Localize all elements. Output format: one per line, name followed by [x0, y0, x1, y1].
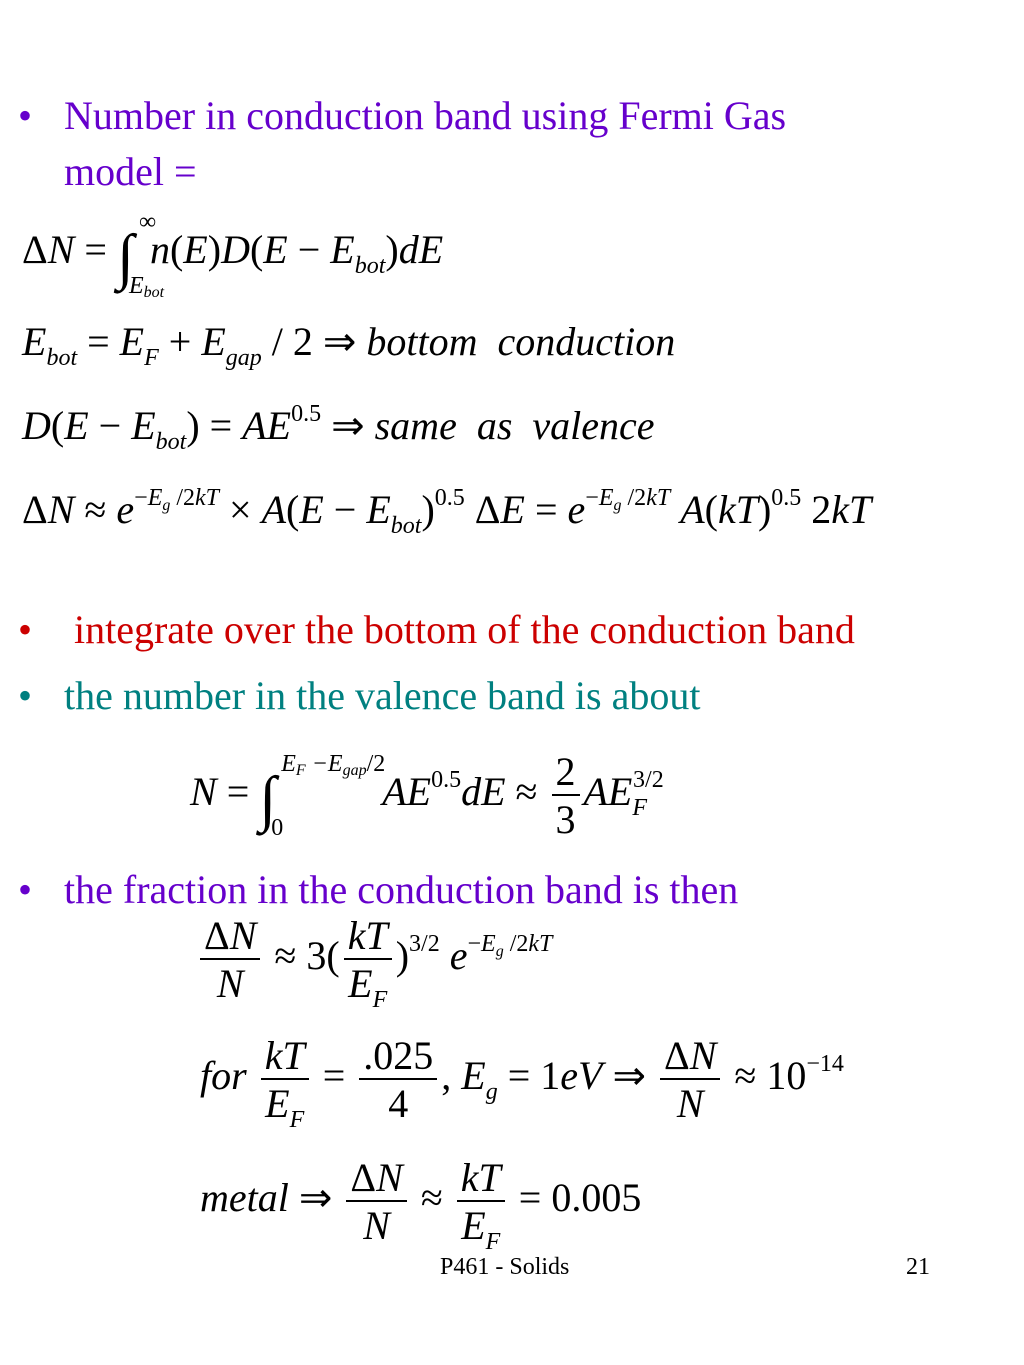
equation-metal: metal ⇒ $\frac{\Delta N}{N}$ ≈ $\frac{kT}{E_F}$ = 0.005 — [200, 1155, 642, 1255]
equation-delta-n-approx: $\Delta N \approx e^{-E_g /2kT} \times A(E - E_{bot})^{0.5}$ $\Delta E = e^{-E_g /2kT}$ A(kT)$^{0.5}$ 2kT — [22, 485, 872, 539]
page-number: 21 — [906, 1254, 930, 1280]
bullet-text-line2: model = — [64, 149, 197, 194]
bullet-marker: • — [18, 93, 33, 138]
bullet-text-line1: Number in conduction band using Fermi Gas — [64, 93, 787, 138]
bullet-conduction-band-cont — [64, 144, 197, 200]
bullet-marker: • — [18, 607, 33, 652]
bullet-text: the number in the valence band is about — [64, 673, 701, 718]
equation-density-of-states: $D(E - E_{bot}) = AE^{0.5}$ ⇒ same as valence — [22, 401, 655, 455]
equation-example: for $\frac{kT}{E_F}$ = $\frac{.025}{4}$ , $E_g = 1eV$ ⇒ $\frac{\Delta N}{N}$ ≈ $10^{-14}$ — [200, 1033, 844, 1133]
bullet-text: the fraction in the conduction band is then — [64, 867, 739, 912]
equation-e-bot: $E_{bot} = E_F + E_{gap} / 2$ ⇒ bottom conduction — [22, 319, 676, 371]
equation-fraction: $\frac{\Delta N}{N}$ ≈ 3( $\frac{kT}{E_F}$ )$^{3/2}$ $e^{-E_g /2kT}$ — [196, 916, 552, 1004]
bullet-marker: • — [18, 673, 33, 718]
bullet-valence-number — [18, 668, 700, 724]
footer-course: P461 - Solids — [440, 1254, 570, 1280]
equation-delta-n-integral: ΔN = ∫ ∞ $E_{bot}$ $n(E)D(E - E_{bot})dE$ — [22, 209, 444, 301]
bullet-conduction-band — [18, 88, 786, 144]
bullet-marker: • — [18, 867, 33, 912]
bullet-integrate — [18, 602, 855, 658]
equation-valence-integral: N = ∫ $E_F -E_{gap}/2$ 0 $AE^{0.5}dE$ ≈ $\frac{2}{3}$ $AE_F^{3/2}$ — [190, 749, 664, 842]
bullet-fraction — [18, 862, 738, 918]
bullet-text: integrate over the bottom of the conduction band — [64, 607, 855, 652]
